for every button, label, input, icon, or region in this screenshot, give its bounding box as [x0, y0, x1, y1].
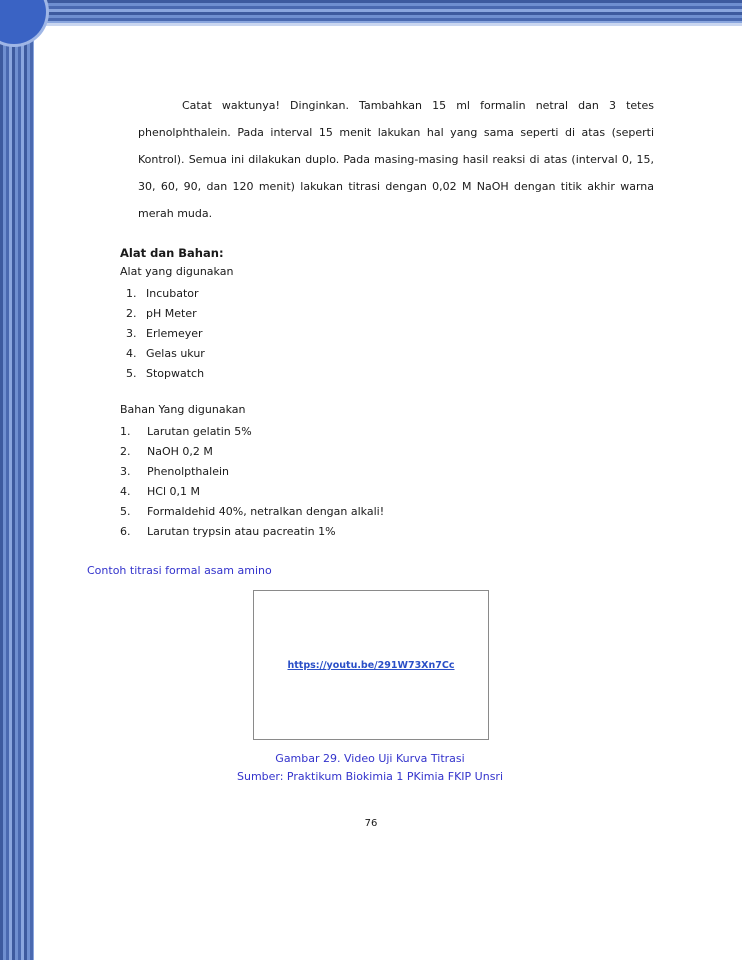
- list-item: [126, 284, 205, 304]
- list-item-text: Incubator: [146, 287, 199, 300]
- list-item: [126, 344, 205, 364]
- list-item-text: Gelas ukur: [146, 347, 205, 360]
- list-item: [126, 304, 205, 324]
- video-link[interactable]: https://youtu.be/291W73Xn7Cc: [287, 659, 455, 671]
- list-item-number: 6.: [120, 525, 131, 538]
- list-item-number: 5.: [120, 505, 131, 518]
- list-item-number: 1.: [126, 287, 137, 300]
- corner-decoration: [0, 0, 46, 44]
- list-item-number: 3.: [126, 327, 137, 340]
- list-item-text: HCl 0,1 M: [147, 485, 200, 498]
- list-item: [120, 482, 384, 502]
- list-item: [120, 462, 384, 482]
- list-item-number: 1.: [120, 425, 131, 438]
- list-item-text: Phenolpthalein: [147, 465, 229, 478]
- list-item-number: 4.: [120, 485, 131, 498]
- list-item-text: Formaldehid 40%, netralkan dengan alkali!: [147, 505, 385, 518]
- materials-heading: Bahan Yang digunakan: [120, 403, 246, 416]
- list-item-text: Larutan gelatin 5%: [147, 425, 252, 438]
- list-item-text: Erlemeyer: [146, 327, 203, 340]
- list-item: [126, 324, 205, 344]
- list-item: [120, 522, 384, 542]
- page-number: 76: [364, 818, 378, 829]
- list-item-number: 3.: [120, 465, 131, 478]
- figure-caption: Gambar 29. Video Uji Kurva Titrasi: [275, 752, 465, 765]
- video-frame[interactable]: [253, 590, 489, 740]
- tools-list: [126, 284, 205, 384]
- example-title: Contoh titrasi formal asam amino: [87, 564, 272, 577]
- section-heading: Alat dan Bahan:: [120, 246, 224, 260]
- list-item-number: 5.: [126, 367, 137, 380]
- list-item-number: 4.: [126, 347, 137, 360]
- top-decorative-border: [0, 0, 742, 26]
- list-item: [120, 442, 384, 462]
- list-item-number: 2.: [126, 307, 137, 320]
- procedure-paragraph: Catat waktunya! Dinginkan. Tambahkan 15 ml formalin netral dan 3 tetes phenolphthalein. Pada interval 15 menit lakukan hal yang sama seperti di atas (seperti Kontrol). Semua ini dilakukan duplo. Pada masing-masing hasil reaksi di atas (interval 0, 15, 30, 60, 90, dan 120 menit) lakukan titrasi dengan 0,02 M NaOH dengan titik akhir warna merah muda.: [138, 99, 654, 220]
- list-item-text: pH Meter: [146, 307, 197, 320]
- materials-list: [120, 422, 384, 542]
- figure-source: Sumber: Praktikum Biokimia 1 PKimia FKIP Unsri: [236, 770, 504, 783]
- list-item-text: Stopwatch: [146, 367, 205, 380]
- list-item-number: 2.: [120, 445, 131, 458]
- list-item: [120, 422, 384, 442]
- list-item: [126, 364, 205, 384]
- left-decorative-border: [0, 0, 34, 960]
- list-item: [120, 502, 384, 522]
- list-item-text: NaOH 0,2 M: [147, 445, 213, 458]
- tools-heading: Alat yang digunakan: [120, 265, 234, 278]
- list-item-text: Larutan trypsin atau pacreatin 1%: [147, 525, 336, 538]
